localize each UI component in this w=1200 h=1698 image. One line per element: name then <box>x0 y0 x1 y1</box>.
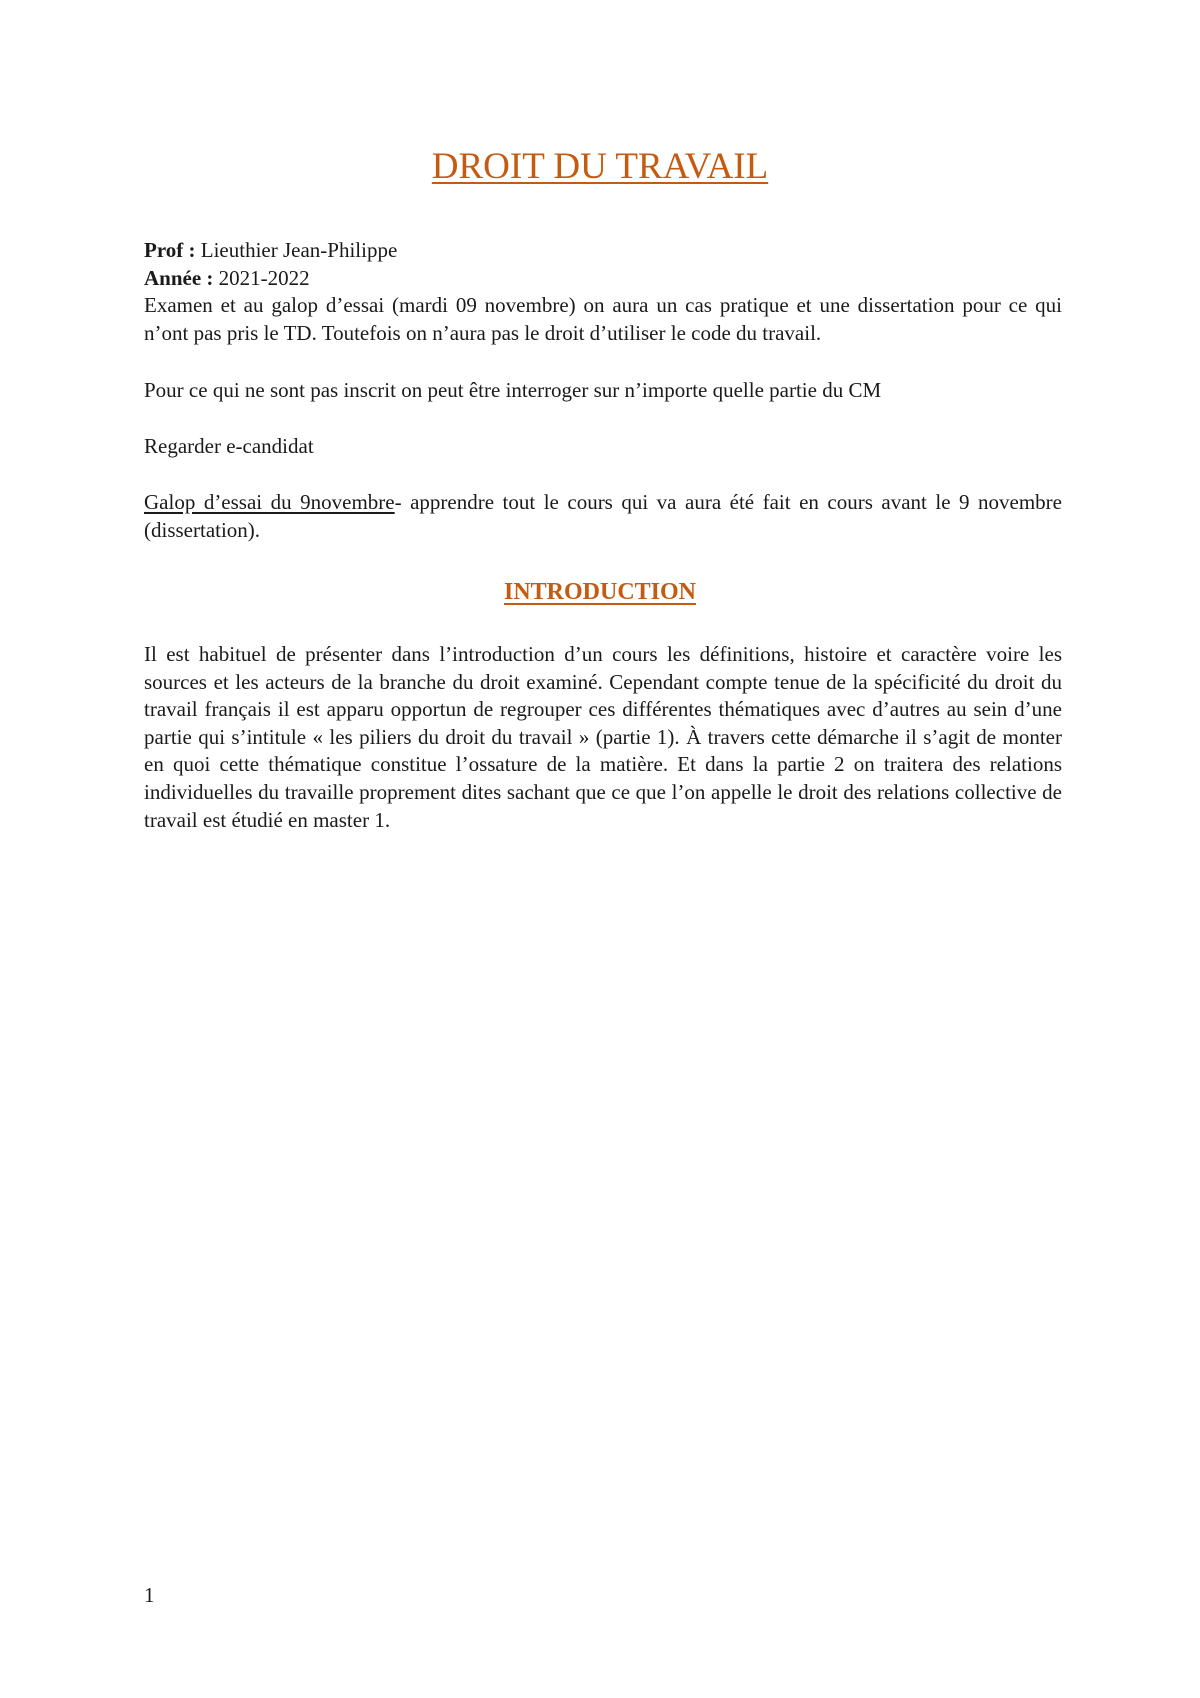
annee-value: 2021-2022 <box>213 265 310 290</box>
inscrit-block <box>144 377 1062 405</box>
document-title: DROIT DU TRAVAIL <box>431 146 769 187</box>
intro-block <box>144 641 1062 834</box>
prof-label: Prof : <box>144 238 196 262</box>
annee-line <box>144 265 1062 293</box>
galop-paragraph <box>144 489 1062 544</box>
course-info-block <box>144 237 1062 347</box>
prof-value: Lieuthier Jean-Philippe <box>195 238 398 262</box>
regarder-paragraph: Regarder e-candidat <box>144 434 314 458</box>
exam-paragraph: Examen et au galop d’essai (mardi 09 novembre) on aura un cas pratique et une dissertation pour ce qui n’ont pas pris le TD. Toutefois on n’aura pas le droit d’utiliser le code du travail. <box>144 293 1062 345</box>
galop-block <box>144 489 1062 544</box>
regarder-block <box>144 433 1062 461</box>
prof-line <box>144 237 1062 265</box>
intro-paragraph: Il est habituel de présenter dans l’introduction d’un cours les définitions, histoire et caractère voire les sources et les acteurs de la branche du droit examiné. Cependant compte tenue de la spécificité du droit du travail français il est apparu opportun de regrouper ces différentes thématiques avec d’autres au sein d’une partie qui s’intitule « les piliers du droit du travail » (partie 1). À travers cette démarche il s’agit de monter en quoi cette thématique constitue l’ossature de la matière. Et dans la partie 2 on traitera des relations individuelles du travaille proprement dites sachant que ce que l’on appelle le droit des relations collective de travail est étudié en master 1. <box>144 642 1062 832</box>
inscrit-paragraph: Pour ce qui ne sont pas inscrit on peut être interroger sur n’importe quelle partie du CM <box>144 378 882 402</box>
galop-underlined-text: Galop d’essai du 9novembre <box>144 490 395 514</box>
page-number: 1 <box>144 1583 155 1607</box>
galop-rest-text: - apprendre tout le cours qui va aura été fait en cours avant le 9 novembre (dissertation). <box>144 490 1062 542</box>
section-heading-introduction: INTRODUCTION <box>503 579 697 605</box>
annee-label: Année : <box>144 265 214 290</box>
